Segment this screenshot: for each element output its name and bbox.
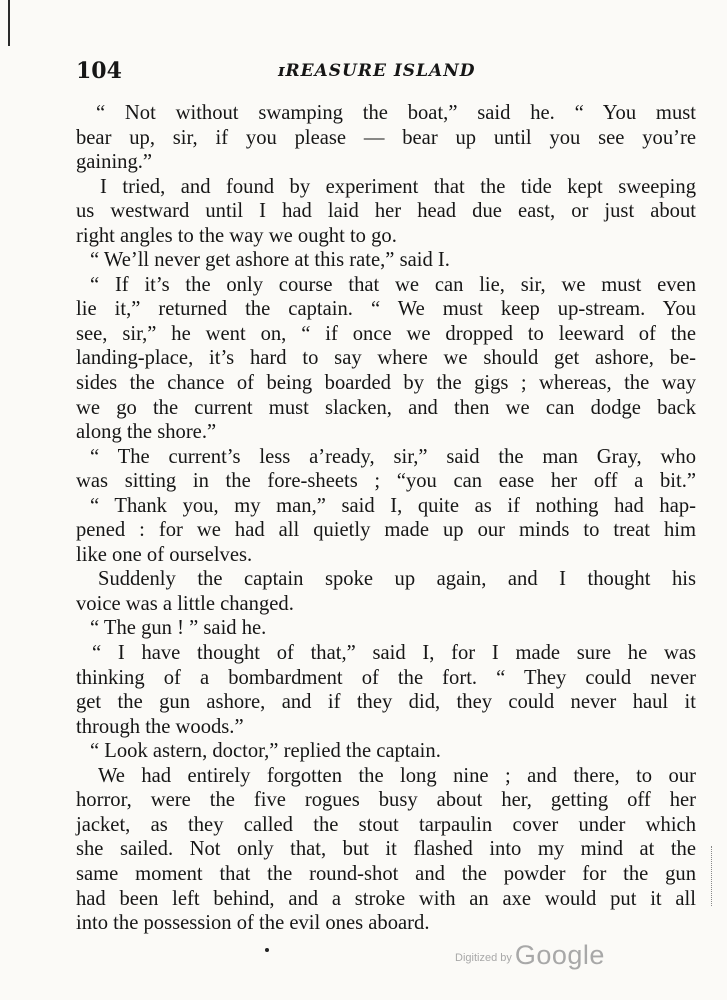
- text-line: “ We’ll never get ashore at this rate,” said I.: [90, 249, 450, 272]
- text-line: I tried, and found by experiment that the tide kept sweeping: [100, 175, 696, 198]
- text-line: jacket, as they called the stout tarpaulin cover under which: [76, 813, 696, 836]
- text-line: thinking of a bombardment of the fort. “ They could never: [76, 666, 696, 689]
- text-line: horror, were the five rogues busy about her, getting off her: [76, 789, 696, 812]
- text-line: right angles to the way we ought to go.: [76, 224, 397, 247]
- text-line: bear up, sir, if you please — bear up until you see you’re: [76, 126, 696, 149]
- text-line: had been left behind, and a stroke with an axe would put it all: [76, 887, 696, 910]
- text-line: like one of ourselves.: [76, 543, 253, 566]
- text-line: us westward until I had laid her head due east, or just about: [76, 200, 696, 223]
- page-edge-line: [8, 0, 10, 46]
- running-title: ɪREASURE ISLAND: [278, 61, 476, 81]
- text-line: “ The current’s less a’ready, sir,” said the man Gray, who: [90, 445, 696, 468]
- text-line: “ Look astern, doctor,” replied the captain.: [90, 740, 441, 763]
- watermark-brand: Google: [514, 940, 605, 970]
- text-line: see, sir,” he went on, “ if once we dropped to leeward of the: [76, 322, 696, 345]
- text-line: “ Thank you, my man,” said I, quite as if nothing had hap-: [90, 494, 696, 517]
- margin-marks: [711, 846, 715, 906]
- text-line: “ I have thought of that,” said I, for I made sure he was: [92, 642, 696, 665]
- text-line: Suddenly the captain spoke up again, and I thought his: [98, 568, 696, 591]
- text-line: she sailed. Not only that, but it flashed into my mind at the: [76, 838, 696, 861]
- text-line: sides the chance of being boarded by the gigs ; whereas, the way: [76, 372, 696, 395]
- text-line: along the shore.”: [76, 421, 217, 444]
- text-line: lie it,” returned the captain. “ We must keep up-stream. You: [76, 298, 696, 321]
- watermark-prefix: Digitized by: [455, 952, 512, 964]
- page-header: [76, 58, 696, 88]
- text-line: “ Not without swamping the boat,” said he. “ You must: [96, 102, 696, 124]
- text-line: gaining.”: [76, 151, 153, 174]
- page-number: 104: [76, 58, 122, 84]
- text-line: same moment that the round-shot and the powder for the gun: [76, 862, 696, 885]
- text-line: we go the current must slacken, and then we can dodge back: [76, 396, 696, 419]
- text-line: through the woods.”: [76, 715, 244, 738]
- digitized-watermark: [455, 940, 605, 976]
- text-line: was sitting in the fore-sheets ; “you can ease her off a bit.”: [76, 470, 696, 493]
- text-line: landing-place, it’s hard to say where we should get ashore, be-: [76, 347, 696, 370]
- body-text: [76, 101, 696, 936]
- text-line: We had entirely forgotten the long nine ; and there, to our: [98, 764, 696, 787]
- text-line: get the gun ashore, and if they did, they could never haul it: [76, 691, 696, 714]
- text-line: voice was a little changed.: [76, 592, 294, 615]
- text-line: into the possession of the evil ones aboard.: [76, 912, 430, 935]
- text-line: “ If it’s the only course that we can lie, sir, we must even: [90, 273, 696, 296]
- text-line: pened : for we had all quietly made up our minds to treat him: [76, 519, 696, 542]
- print-speck: [265, 948, 269, 952]
- text-line: “ The gun ! ” said he.: [90, 617, 267, 640]
